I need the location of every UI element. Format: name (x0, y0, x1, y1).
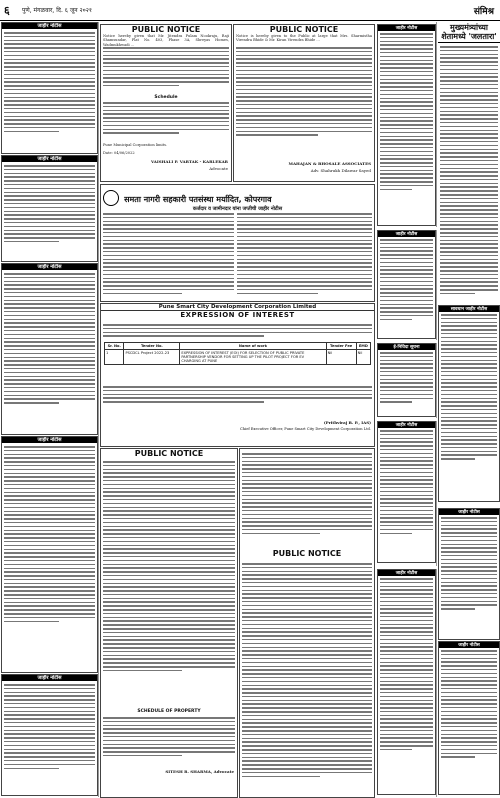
notice-title: PUBLIC NOTICE (131, 25, 201, 34)
notice-title: जाहीर नोटीस (2, 156, 97, 162)
table-header: Name of work (180, 343, 326, 350)
eoi-table (104, 342, 371, 365)
notice-title: जाहीर नोटीस (378, 422, 435, 428)
notice-block (1, 155, 98, 262)
notice-text: Pune Municipal Corporation limits. (103, 143, 168, 147)
notice-title: जाहीर नोटीस (439, 642, 499, 648)
notice-title: जाहीर नोटीस (378, 231, 435, 237)
public-notice-3 (100, 448, 238, 798)
notice-block (438, 508, 500, 640)
column-4-middle (376, 230, 437, 340)
table-cell: Nil (326, 350, 356, 365)
date-line: पुणे, मंगळवार, दि. ६ जून २०२१ (22, 7, 92, 14)
page-header (0, 0, 500, 21)
eoi-notice (100, 303, 375, 447)
table-cell: EXPRESSION OF INTEREST (EOI) FOR SELECTION OF PUBLIC PRIVATE PARTNERSHIP VENDOR FOR SETTING UP THE PILOT PROJECT FOR EV CHARGING AT PUNE (180, 350, 326, 365)
eoi-title: EXPRESSION OF INTEREST (180, 311, 295, 319)
notice-title: PUBLIC NOTICE (272, 549, 342, 558)
notice-title: सावधान जाहीर नोटीस (439, 306, 499, 312)
notice-block (377, 421, 436, 563)
signer-name: VAISHALI P. VARTAK - KARLEKAR (150, 159, 228, 164)
section-name: संमिश्र (473, 7, 494, 17)
schedule-heading: SCHEDULE OF PROPERTY (137, 709, 201, 714)
signer-role: Advocate (209, 166, 228, 171)
column-left (0, 22, 99, 797)
table-row (105, 350, 371, 365)
notice-block (377, 24, 436, 226)
headline: मुख्यमंत्र्यांच्या शेतामध्ये 'जलतारा' (438, 22, 500, 43)
signer-name: MAHAJAN & BHOSALE ASSOCIATES (288, 161, 371, 166)
notice-intro: Notice is hereby given to the Public at large that Mrs. Sharmistha Virendra Bhide & Mr. Kiran Virendra Bhide ... (236, 34, 372, 43)
table-cell: PSCDCL Project 2022-23 (124, 350, 180, 365)
samata-notice (100, 184, 375, 302)
table-header: EMD (356, 343, 370, 350)
schedule-heading: Schedule (154, 95, 178, 100)
table-header: Sr. No. (105, 343, 124, 350)
notice-intro: Notice hereby given that Mr. Jitendra Pulam Nookraju, Raji Shamsundar, Flat No. 403, Phase 3A, Shreyas Homes, Wadmukhwadi ... (103, 34, 229, 47)
table-cell: Nil (356, 350, 370, 365)
notice-title: जाहीर नोटीस (2, 675, 97, 681)
public-notice-1 (100, 24, 232, 182)
etender-block (377, 343, 436, 417)
notice-title: PUBLIC NOTICE (134, 449, 204, 458)
public-notice-2 (233, 24, 375, 182)
column-4-etender (376, 343, 437, 418)
samata-subtitle: कर्जदार व जामीनदार यांना जप्तीची जाहीर नोटीस (192, 206, 283, 212)
etender-title: ई-निविदा सूचना (378, 344, 435, 350)
notice-block (438, 305, 500, 502)
notice-block (1, 263, 98, 435)
samata-logo-icon (103, 190, 119, 206)
column-5-upper (438, 22, 500, 302)
public-notice-4 (239, 448, 375, 798)
notice-block (377, 569, 436, 795)
notice-date: Date: 04/06/2022 (103, 151, 135, 155)
table-header: Tender Fee (326, 343, 356, 350)
notice-title: जाहीर नोटीस (2, 437, 97, 443)
eoi-signer: (Prithviraj B. P., IAS) (323, 420, 371, 425)
notice-title: जाहीर नोटीस (2, 23, 97, 29)
column-4-upper (376, 22, 437, 227)
table-header: Tender No. (124, 343, 180, 350)
notice-title: PUBLIC NOTICE (269, 25, 339, 34)
notice-title: जाहीर नोटीस (378, 25, 435, 31)
column-4-lower (376, 421, 437, 566)
column-5-middle (438, 305, 500, 505)
notice-block (438, 641, 500, 795)
notice-block (1, 436, 98, 673)
eoi-signer-role: Chief Executive Officer, Pune Smart City Development Corporation Ltd. (239, 427, 371, 431)
table-cell: 1 (105, 350, 124, 365)
signer-name-2: Adv. Shahrukh Dilawar Sayed (310, 168, 371, 173)
notice-title: जाहीर नोटीस (378, 570, 435, 576)
notice-block (377, 230, 436, 339)
signer-name: SITESH R. SHARMA, Advocate (165, 769, 234, 774)
page-number: ६ (4, 4, 10, 17)
samata-name: समता नागरी सहकारी पतसंस्था मर्यादित, कोपरगाव (124, 195, 272, 204)
notice-title: जाहीर नोटीस (439, 509, 499, 515)
eoi-org: Pune Smart City Development Corporation Limited (101, 304, 374, 311)
column-4-bottom (376, 569, 437, 797)
notice-block (1, 674, 98, 796)
column-5-bottom (438, 508, 500, 797)
notice-title: जाहीर नोटीस (2, 264, 97, 270)
notice-block (1, 22, 98, 154)
